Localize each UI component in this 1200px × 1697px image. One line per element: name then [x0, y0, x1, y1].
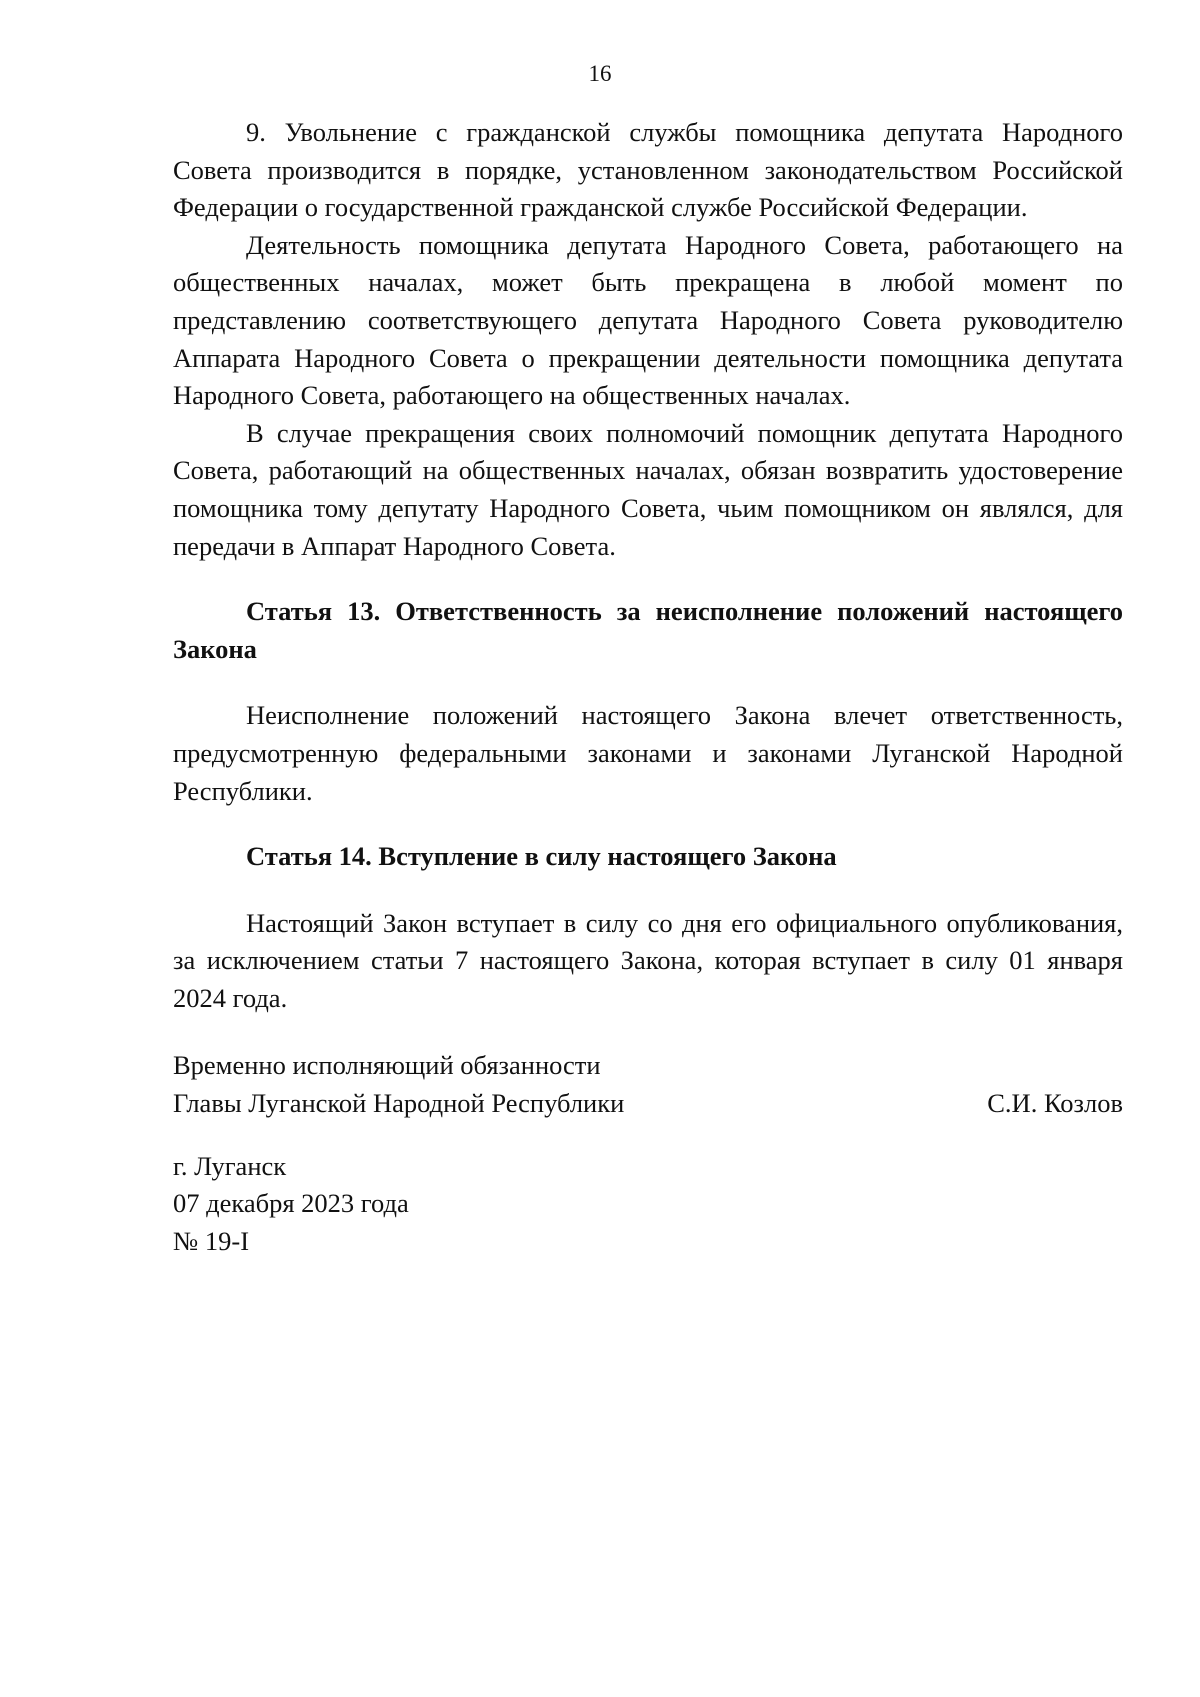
article-14-heading: Статья 14. Вступление в силу настоящего Закона	[246, 841, 837, 872]
signature-row	[173, 1085, 1123, 1123]
issue-place: г. Луганск	[173, 1150, 287, 1181]
paragraph-certificate-return: В случае прекращения своих полномочий помощник депутата Народного Совета, работающий на общественных началах, обязан возвратить удостоверение помощника тому депутату Народного Совета, чьим помощником он являлся, для передачи в Аппарат Народного Совета.	[173, 417, 1123, 561]
signature-block	[173, 1047, 1123, 1122]
signatory-name: С.И. Козлов	[987, 1088, 1123, 1119]
paragraph-9-dismissal: 9. Увольнение с гражданской службы помощника депутата Народного Совета производится в порядке, установленном законодательством Российской Федерации о государственной гражданской службе Российской Федерации.	[173, 117, 1123, 223]
article-14-text: Настоящий Закон вступает в силу со дня его официального опубликования, за исключением статьи 7 настоящего Закона, которая вступает в силу 01 января 2024 года.	[173, 907, 1123, 1013]
paragraph-volunteer-assistant-termination: Деятельность помощника депутата Народного Совета, работающего на общественных началах, может быть прекращена в любой момент по представлению соответствующего депутата Народного Совета руководителю Аппарата Народного Совета о прекращении деятельности помощника депутата Народного Совета, работающего на общественных началах.	[173, 229, 1123, 411]
issue-date: 07 декабря 2023 года	[173, 1188, 409, 1219]
article-13-heading: Статья 13. Ответственность за неисполнение положений настоящего Закона	[173, 596, 1123, 664]
issue-number: № 19-I	[173, 1225, 250, 1256]
signatory-position-line1: Временно исполняющий обязанности	[173, 1050, 601, 1081]
document-body	[173, 114, 1123, 1260]
page-number: 16	[588, 61, 612, 86]
article-13-text: Неисполнение положений настоящего Закона влечет ответственность, предусмотренную федеральными законами и законами Луганской Народной Республики.	[173, 700, 1123, 806]
issue-details	[173, 1148, 1123, 1261]
signatory-position-line2: Главы Луганской Народной Республики	[173, 1088, 625, 1119]
